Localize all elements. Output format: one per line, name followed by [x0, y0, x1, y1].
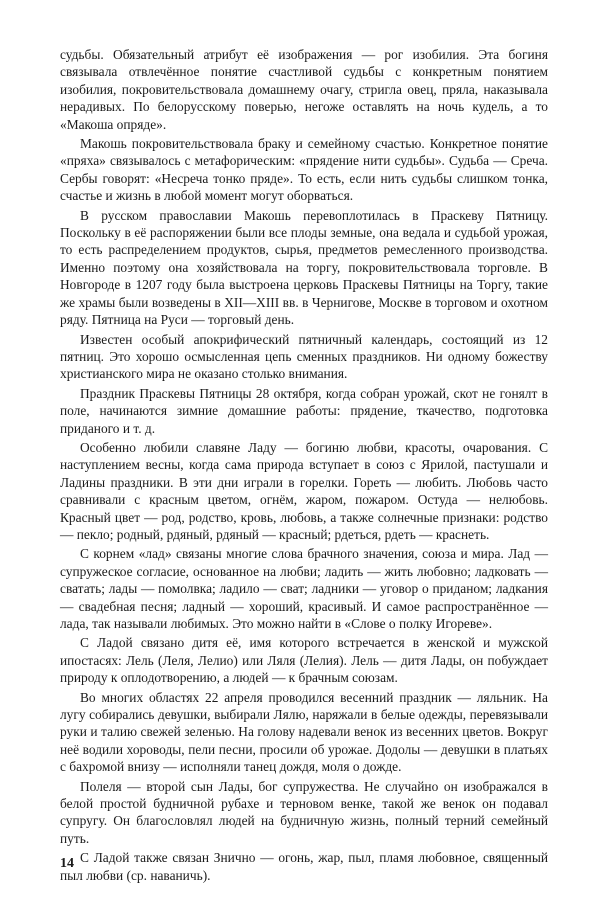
page-number: 14 — [60, 856, 74, 871]
paragraph: С Ладой связано дитя её, имя которого встречается в женской и мужской ипостасях: Лель (Леля, Лелио) или Ляля (Лелия). Лель — дитя Лады, он побуждает природу к оплодотворению, а людей — к брачным союзам. — [60, 635, 548, 686]
paragraph: Праздник Праскевы Пятницы 28 октября, когда собран урожай, скот не гонялт в поле, начинаются зимние домашние работы: прядение, ткачество, подготовка приданого и т. д. — [60, 385, 548, 436]
paragraph: Полеля — второй сын Лады, бог супружества. Не случайно он изображался в белой простой будничной рубахе и терновом венке, такой же венок он подавал супругу. Он благословлял людей на будничную жизнь, полный терний семейный путь. — [60, 778, 548, 846]
paragraph: С Ладой также связан Знично — огонь, жар, пыл, пламя любовное, священный пыл любви (ср. наваничь). — [60, 850, 548, 883]
paragraph: Особенно любили славяне Ладу — богиню любви, красоты, очарования. С наступлением весны, когда сама природа вступает в союз с Ярилой, пастушали и Ладины праздники. В эти дни играли в горелки. Гореть — любить. Любовь часто сравнивали с красным цветом, огнём, жаром, пожаром. Остуда — нелюбовь. Красный цвет — род, родство, кровь, любовь, а также солнечные признаки: родство — пекло; родный, рдяный, рдяный — красный; рдеться, рдеть — краснеть. — [60, 439, 548, 542]
paragraph: В русском православии Макошь перевоплотилась в Праскеву Пятницу. Поскольку в её распоряжении были все плоды земные, она ведала и судьбой урожая, то есть распределением продуктов, сырья, предметов ремесленного производства. Именно поэтому она хозяйствовала на торгу, покровительствовала торговле. В Новгороде в 1207 году была выстроена церковь Праскевы Пятницы на Торгу, такие же храмы были возведены в XII—XIII вв. в Чернигове, Москве в торговом и охотном ряду. Пятница на Руси — торговый день. — [60, 207, 548, 328]
paragraph: Макошь покровительствовала браку и семейному счастью. Конкретное понятие «пряха» связывалось с метафорическим: «прядение нити судьбы». Судьба — Среча. Сербы говорят: «Несреча тонко пряде». То есть, если нить судьбы слишком тонка, счастье и жизнь в любой момент могут оборваться. — [60, 136, 548, 204]
paragraph: судьбы. Обязательный атрибут её изображения — рог изобилия. Эта богиня связывала отвлечённое понятие счастливой судьбы с конкретным понятием изобилия, покровительствовала домашнему очагу, стригла овец, пряла, наказывала нерадивых. По белорусскому поверью, негоже оставлять на ночь кудель, а то «Макоша опряде». — [60, 47, 548, 132]
paragraph: Во многих областях 22 апреля проводился весенний праздник — ляльник. На лугу собирались девушки, выбирали Лялю, наряжали в белые одежды, перевязывали руки и талию свежей зеленью. На голову надевали венок из весенних цветов. Вокруг неё водили хороводы, пели песни, просили об урожае. Додолы — девушки в платьях с бахромой внизу — исполняли танец дождя, моля о дожде. — [60, 689, 548, 775]
paragraph: С корнем «лад» связаны многие слова брачного значения, союза и мира. Лад — супружеское согласие, основанное на любви; ладить — жить любовно; ладковать — сватать; лады — помолвка; ладило — сват; ладники — уговор о приданом; ладкания — свадебная песня; ладный — хороший, красивый. И самое распространённое — лада, так называли любимых. Это можно найти в «Слове о полку Игореве». — [60, 546, 548, 631]
paragraph: Известен особый апокрифический пятничный календарь, состоящий из 12 пятниц. Это хорошо осмысленная цепь сменных праздников. Ни одному божеству христианского мира не оказано столько внимания. — [60, 331, 548, 382]
page-body — [60, 46, 548, 886]
